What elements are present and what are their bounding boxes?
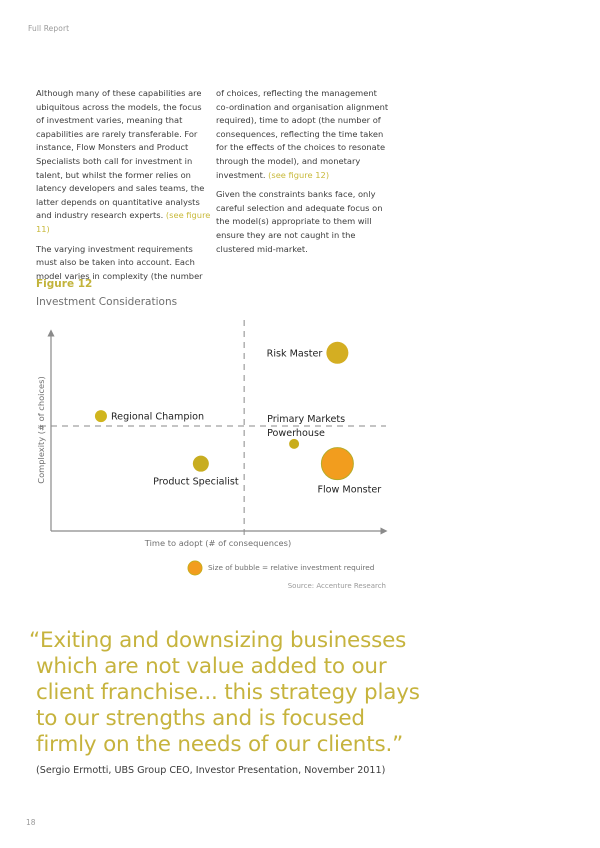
paragraph-text: Although many of these capabilities are ubiquitous across the models, the focus of investment varies, meaning that capabilities are rarely transferable. For instance, Flow Monsters and Product Specialists both call for investment in talent, but whilst the former relies on latency developers and sales teams, the latter depends on quantitative analysts and industry research experts. — [36, 88, 205, 221]
bubble-regional-champion — [95, 410, 107, 422]
figure-reference-link[interactable]: (see figure 11) — [36, 210, 211, 234]
quote-line: “Exiting and downsizing businesses — [29, 628, 407, 653]
figure-label: Figure 12 — [36, 278, 93, 290]
legend-label: Size of bubble = relative investment required — [208, 563, 375, 572]
bubble-label-product-specialist: Product Specialist — [153, 476, 239, 488]
bubble-label-primary-markets-powerhouse: Primary Markets — [267, 413, 346, 425]
figure-title: Investment Considerations — [36, 296, 178, 308]
x-axis-label: Time to adopt (# of consequences) — [144, 538, 292, 548]
bubble-label-primary-markets-powerhouse: Powerhouse — [267, 427, 325, 439]
bubble-label-risk-master: Risk Master — [266, 348, 323, 360]
quote-line: which are not value added to our — [36, 654, 387, 679]
legend-bubble — [188, 561, 202, 575]
page-number: 18 — [26, 818, 36, 827]
quote-line: firmly on the needs of our clients.” — [36, 732, 404, 757]
bubble-group — [95, 342, 381, 496]
quote-attribution: (Sergio Ermotti, UBS Group CEO, Investor Presentation, November 2011) — [36, 765, 386, 776]
paragraph-text: The varying investment requirements must also be taken into account. Each model varies in complexity (the number — [36, 243, 203, 281]
running-header: Full Report — [28, 24, 70, 33]
bubble-risk-master — [326, 342, 348, 364]
bubble-product-specialist — [193, 456, 209, 472]
bubble-primary-markets-powerhouse — [289, 439, 299, 449]
bubble-label-flow-monster: Flow Monster — [317, 484, 382, 496]
paragraph-text: of choices, reflecting the management co-ordination and organisation alignment required), time to adopt (the number of consequences, reflecting the time taken for the effects of the choices to resonate through the model), and monetary investment. — [216, 88, 389, 180]
bubble-label-regional-champion: Regional Champion — [110, 411, 205, 423]
figure-reference-link[interactable]: (see figure 12) — [268, 169, 330, 180]
bubble-flow-monster — [321, 448, 353, 480]
quote-line: to our strengths and is focused — [36, 706, 365, 731]
y-axis-label: Complexity (# of choices) — [36, 376, 46, 484]
quote-line: client franchise... this strategy plays — [36, 680, 420, 705]
paragraph-text: Given the constraints banks face, only careful selection and adequate focus on the model(s) appropriate to them will ensure they are not caught in the clustered mid-market. — [216, 189, 383, 254]
source-note: Source: Accenture Research — [287, 582, 386, 590]
pull-quote — [29, 628, 420, 758]
